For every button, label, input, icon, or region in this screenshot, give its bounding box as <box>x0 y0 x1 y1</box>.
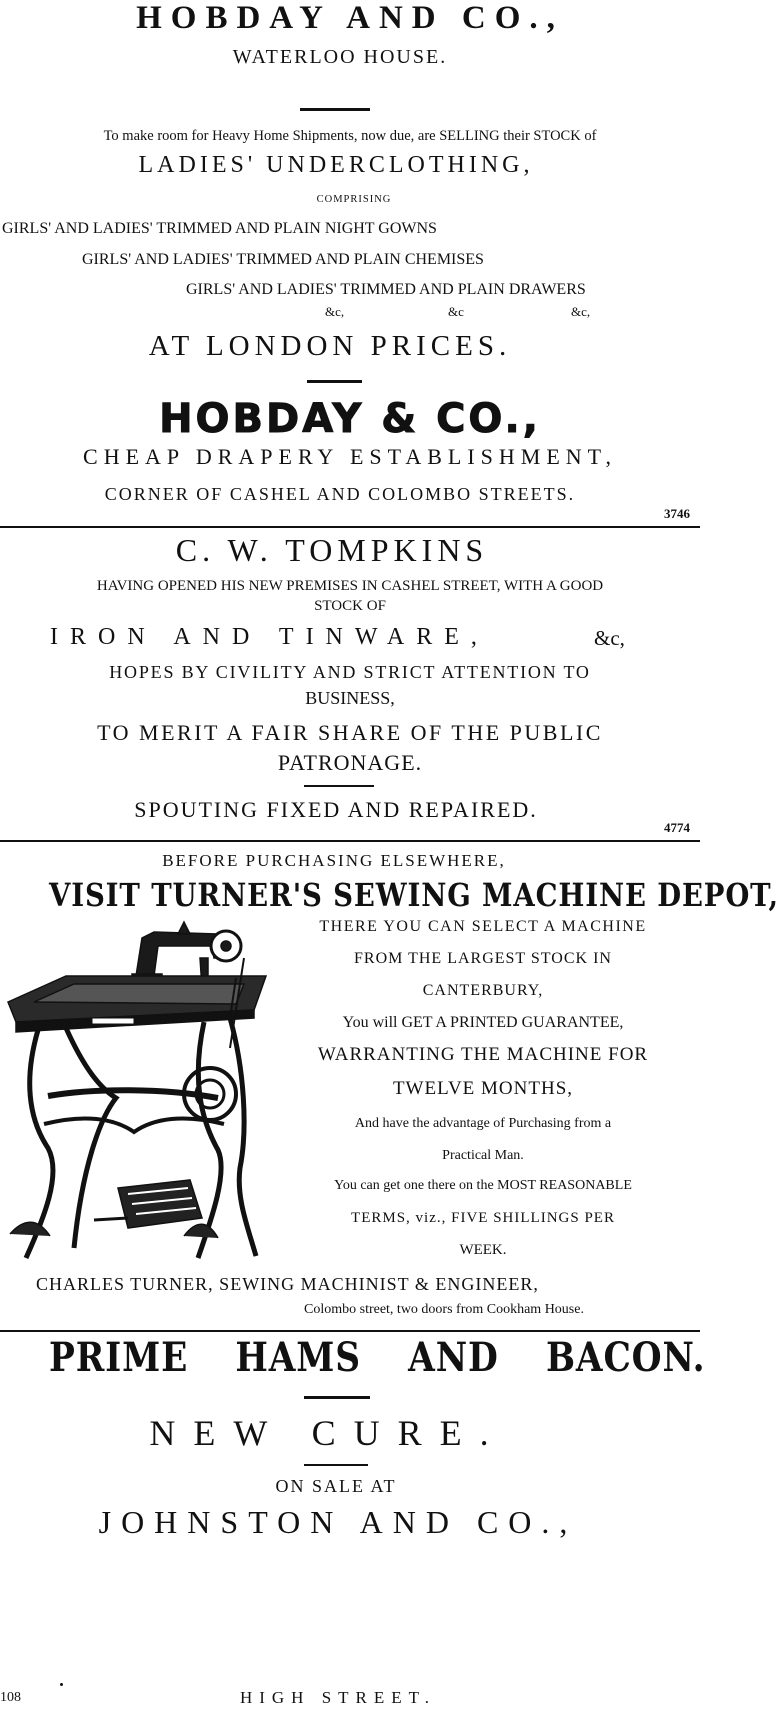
hobday-item-1: GIRLS' AND LADIES' TRIMMED AND PLAIN NIGHT GOWNS <box>2 220 437 237</box>
turner-line: You will GET A PRINTED GUARANTEE, <box>342 1014 624 1031</box>
tompkins-spouting: SPOUTING FIXED AND REPAIRED. <box>134 797 538 822</box>
turner-headline: VISIT TURNER'S SEWING MACHINE DEPOT, <box>49 876 779 914</box>
ad-separator <box>0 840 700 842</box>
tompkins-hopes-2: BUSINESS, <box>305 688 395 708</box>
tompkins-line-1: HAVING OPENED HIS NEW PREMISES IN CASHEL STREET, WITH A GOOD <box>96 578 604 594</box>
hobday-establishment: CHEAP DRAPERY ESTABLISHMENT, <box>83 444 617 469</box>
turner-address: Colombo street, two doors from Cookham House. <box>304 1302 584 1317</box>
tompkins-merit-2: PATRONAGE. <box>277 750 423 775</box>
tompkins-trade-etc: &c, <box>594 626 625 650</box>
johnston-new-cure: NEW CURE. <box>149 1413 507 1453</box>
ad-separator <box>0 1330 700 1332</box>
hobday-item-2: GIRLS' AND LADIES' TRIMMED AND PLAIN CHEMISES <box>82 251 484 268</box>
ad-separator <box>0 526 700 528</box>
tompkins-ad-number: 4774 <box>664 820 690 835</box>
divider-rule <box>307 380 362 383</box>
johnston-on-sale: ON SALE AT <box>275 1476 397 1496</box>
sewing-machine-treadle <box>10 1180 218 1238</box>
turner-line: THERE YOU CAN SELECT A MACHINE <box>319 918 647 935</box>
turner-line: You can get one there on the MOST REASONABLE <box>334 1178 632 1193</box>
hobday-firm-name: HOBDAY AND CO., <box>136 0 564 36</box>
turner-line: TWELVE MONTHS, <box>392 1078 574 1099</box>
johnston-street: HIGH STREET. <box>239 1688 437 1707</box>
turner-proprietor: CHARLES TURNER, SEWING MACHINIST & ENGINEER, <box>36 1274 539 1294</box>
sewing-machine-illustration <box>4 918 272 1273</box>
turner-line: Practical Man. <box>442 1148 524 1163</box>
divider-rule <box>304 1396 370 1399</box>
tompkins-merit-1: TO MERIT A FAIR SHARE OF THE PUBLIC <box>97 720 603 745</box>
hobday-etc-1: &c, <box>325 304 345 319</box>
tompkins-trade: IRON AND TINWARE, <box>50 624 489 650</box>
hobday-etc-3: &c, <box>571 304 591 319</box>
hobday-comprising: COMPRISING <box>316 194 392 205</box>
hobday-house-name: WATERLOO HOUSE. <box>232 46 448 68</box>
hobday-bold-name: HOBDAY & CO., <box>159 396 541 442</box>
divider-rule <box>304 785 374 787</box>
tompkins-name: C. W. TOMPKINS <box>175 532 489 568</box>
ink-speck <box>60 1683 63 1686</box>
hobday-intro: To make room for Heavy Home Shipments, now due, are SELLING their STOCK of <box>103 128 597 144</box>
divider-rule <box>304 1464 368 1466</box>
hobday-headline: LADIES' UNDERCLOTHING, <box>138 152 534 178</box>
turner-line: FROM THE LARGEST STOCK IN <box>354 950 612 967</box>
divider-rule <box>300 108 370 111</box>
hobday-item-3: GIRLS' AND LADIES' TRIMMED AND PLAIN DRAWERS <box>186 281 586 298</box>
hobday-ad-number: 3746 <box>664 506 690 521</box>
turner-line: WEEK. <box>459 1242 507 1258</box>
turner-line: TERMS, viz., FIVE SHILLINGS PER <box>351 1210 615 1226</box>
turner-line: And have the advantage of Purchasing from a <box>354 1116 612 1131</box>
turner-line: WARRANTING THE MACHINE FOR <box>317 1044 649 1065</box>
sewing-machine-table <box>8 976 266 1032</box>
turner-before: BEFORE PURCHASING ELSEWHERE, <box>162 851 506 870</box>
johnston-firm: JOHNSTON AND CO., <box>98 1504 578 1540</box>
hobday-etc-2: &c <box>448 304 464 319</box>
hobday-address: CORNER OF CASHEL AND COLOMBO STREETS. <box>104 484 576 504</box>
turner-line: CANTERBURY, <box>422 982 544 999</box>
tompkins-line-2: STOCK OF <box>314 598 386 614</box>
johnston-prime-hams: PRIME HAMS AND BACON. <box>49 1334 706 1381</box>
page-number: 108 <box>0 1690 21 1705</box>
tompkins-hopes-1: HOPES BY CIVILITY AND STRICT ATTENTION TO <box>109 662 591 682</box>
hobday-prices: AT LONDON PRICES. <box>148 330 512 362</box>
